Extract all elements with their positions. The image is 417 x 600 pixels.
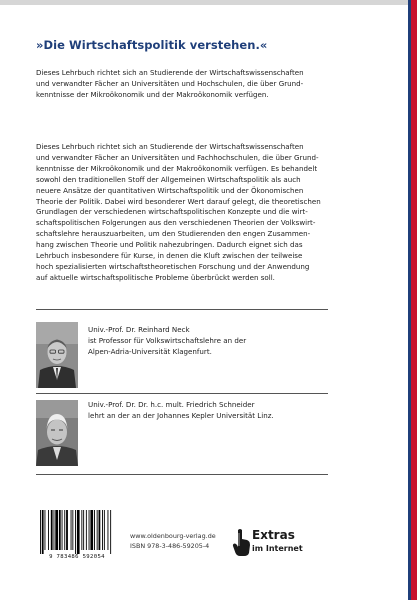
barcode-number: 9 783486 592054 [49,554,105,560]
blurb [36,68,381,101]
author-line: Alpen-Adria-Universität Klagenfurt. [88,346,212,356]
barcode-bar [102,510,103,550]
hand-cursor-icon [232,527,252,557]
author-bio-neck [88,325,328,358]
barcode-bar [104,510,105,550]
isbn-barcode [36,508,118,554]
barcode-bar [51,510,53,550]
barcode-bar [64,510,65,550]
barcode-bar [48,510,49,550]
barcode-bar [83,510,84,550]
blurb-line: kenntnisse der Mikroökonomik und der Makroökonomik verfügen. [36,89,269,99]
description-line: schaftspolitischen Folgerungen aus den verschiedenen Theorien der Volkswirt- [36,218,316,228]
blurb-line: Dieses Lehrbuch richtet sich an Studierende der Wirtschaftswissenschaften [36,68,304,77]
author-photo-neck [36,322,78,388]
author-line: lehrt an der an der Johannes Kepler Universität Linz. [88,410,274,420]
publisher-url[interactable]: www.oldenbourg-verlag.de [130,532,216,540]
extras-word: Extras [252,528,295,542]
portrait-icon [36,322,78,388]
author-photo-schneider [36,400,78,466]
description-line: hoch spezialisierten wirtschaftstheoretischen Forschung und der Anwendung [36,261,310,271]
barcode-bar [86,510,87,550]
description-line: Theorie der Politik. Dabei wird besonderer Wert darauf gelegt, die theoretischen [36,196,321,206]
blurb-line: und verwandter Fächer an Universitäten und Hochschulen, die über Grund- [36,78,304,88]
description-line: Lehrbuch insbesondere für Kurse, in denen die Kluft zwischen der teilweise [36,251,303,261]
barcode-bar [66,510,68,550]
description-line: Dieses Lehrbuch richtet sich an Studierende der Wirtschaftswissenschaften [36,142,304,151]
extras-subtitle: im Internet [252,544,303,553]
spine-stripe-red [411,0,417,600]
barcode-bar [59,510,61,550]
barcode-bar [62,510,63,550]
barcode-bar [55,510,58,550]
divider [36,393,328,394]
barcode-bar [75,510,76,554]
description-line: Grundlagen der verschiedenen wirtschaftspolitischen Konzepte und die wirt- [36,207,308,217]
portrait-icon [36,400,78,466]
barcode-bar [71,510,72,550]
barcode-bar [42,510,44,554]
description-line: auf aktuelle wirtschaftspolitische Probleme überbrückt werden soll. [36,272,275,282]
barcode-bar [90,510,93,550]
description-line: schaftslehre herauszuarbeiten, um den Studierenden den engen Zusammen- [36,229,311,239]
extras-logo [232,527,322,559]
top-rule [0,0,408,5]
barcode-bar [108,510,109,550]
barcode-bar [97,510,98,550]
description-line: sowohl den traditionellen Stoff der Allgemeinen Wirtschaftspolitik als auch [36,174,301,184]
barcode-icon [36,508,118,554]
description [36,142,381,284]
headline: »Die Wirtschaftspolitik verstehen.« [36,38,268,52]
barcode-bar [110,510,111,554]
isbn: ISBN 978-3-486-59205-4 [130,541,210,550]
description-line: neuere Ansätze der quantitativen Wirtschaftspolitik und der Ökonomischen [36,185,304,195]
author-line: Univ.-Prof. Dr. Reinhard Neck [88,325,190,334]
barcode-bar [81,510,82,550]
description-line: und verwandter Fächer an Universitäten und Fachhochschulen, die über Grund- [36,152,319,162]
barcode-bar [94,510,95,550]
author-line: ist Professor für Volkswirtschaftslehre an der [88,335,247,345]
barcode-bar [72,510,73,550]
author-line: Univ.-Prof. Dr. Dr. h.c. mult. Friedrich Schneider [88,400,255,409]
divider [36,474,328,475]
barcode-bar [40,510,41,554]
barcode-bar [99,510,101,550]
barcode-bar [54,510,55,550]
description-line: kenntnisse der Mikroökonomik und der Makroökonomik verfügen. Es behandelt [36,163,318,173]
divider [36,309,328,310]
description-line: hang zwischen Theorie und Politik nahezubringen. Dadurch eignet sich das [36,240,303,250]
barcode-bar [45,510,46,550]
barcode-bar [77,510,80,554]
barcode-bar [89,510,90,550]
author-bio-schneider [88,400,328,422]
